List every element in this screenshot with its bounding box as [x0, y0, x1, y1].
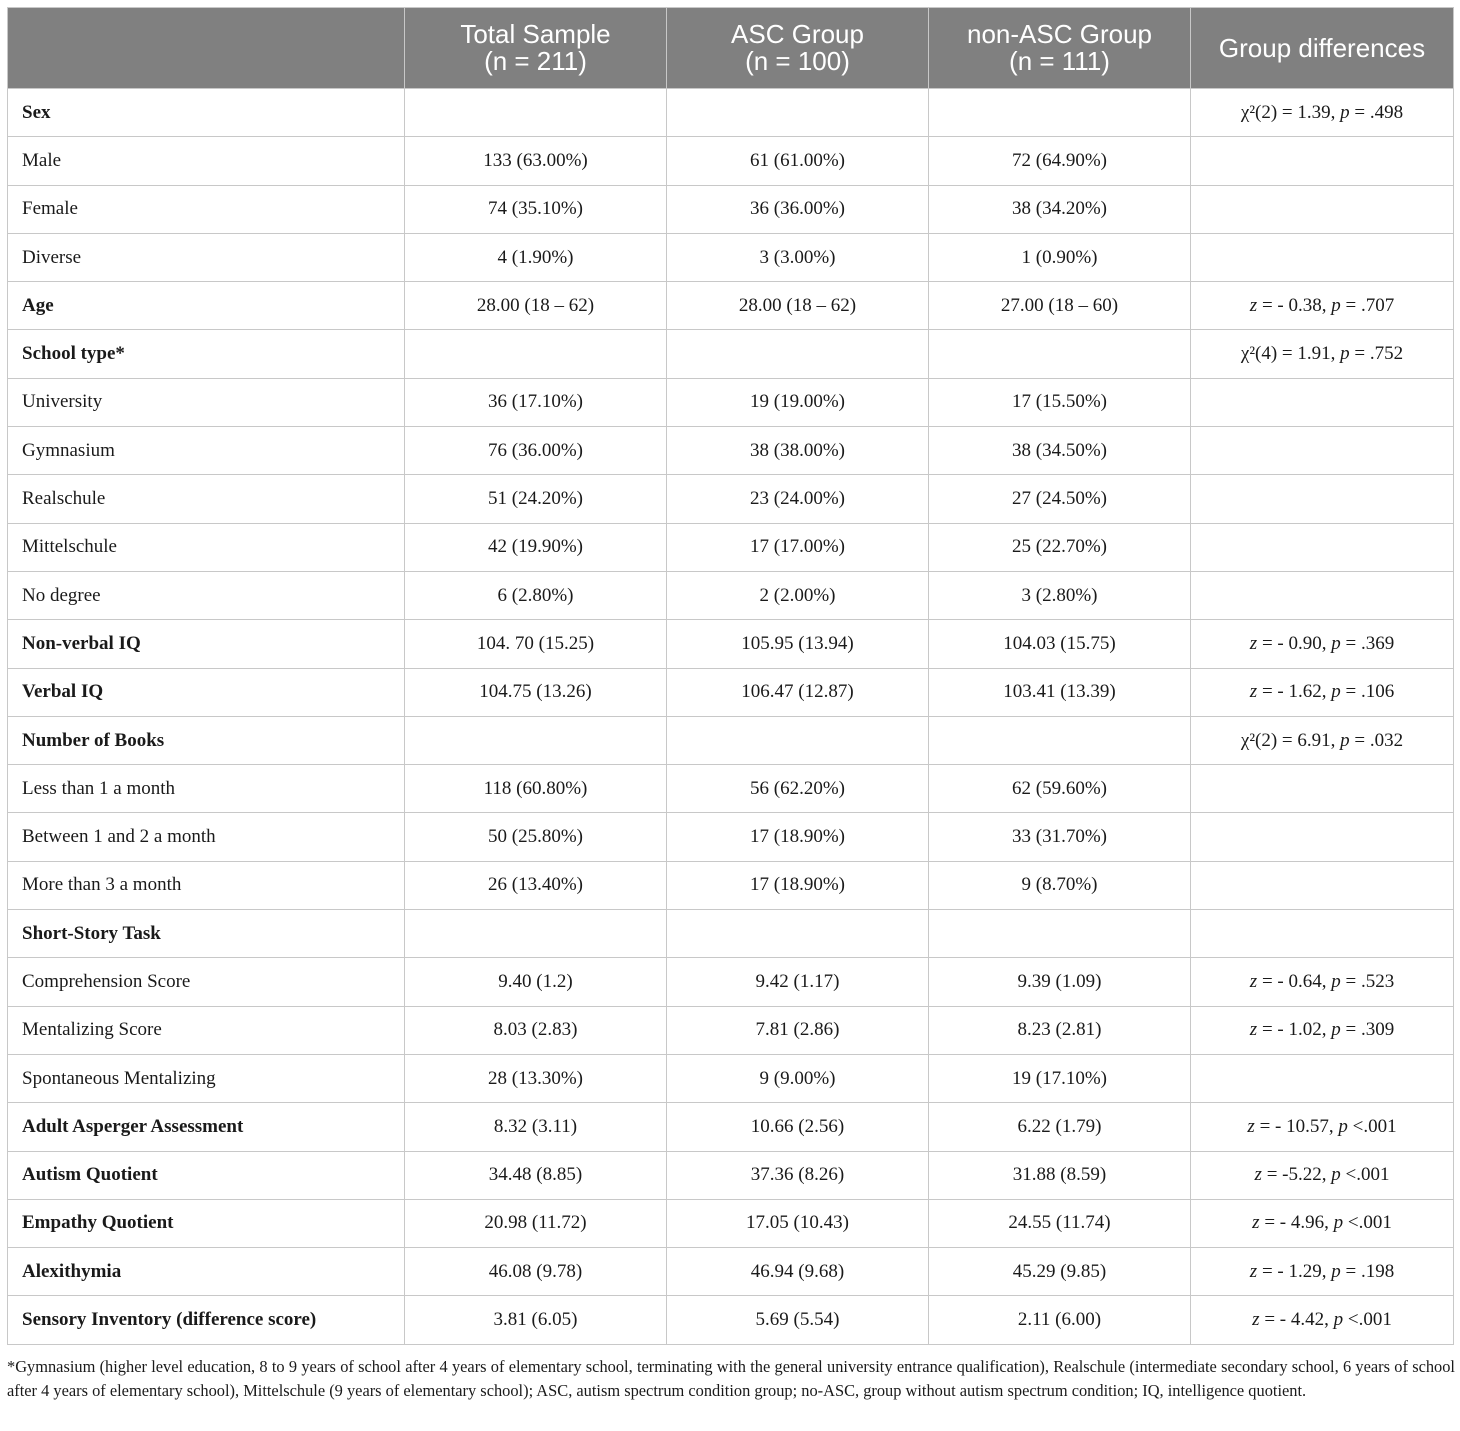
table-body — [8, 89, 1454, 1345]
row-label: Female — [8, 185, 405, 233]
z-symbol: z — [1249, 632, 1258, 654]
table-row — [8, 765, 1454, 813]
p-symbol: p — [1331, 1164, 1341, 1186]
cell-total-sample: 9.40 (1.2) — [405, 958, 667, 1006]
p-symbol: p — [1331, 970, 1341, 992]
p-value: = .309 — [1340, 1019, 1395, 1041]
cell-group-differences — [1191, 1296, 1454, 1344]
cell-total-sample — [405, 330, 667, 378]
table-footnote: *Gymnasium (higher level education, 8 to 9 years of school after 4 years of elementary school, terminating with the general university entrance qualification), Realschule (intermediate secondary school, 6 years of school after 4 years of elementary school), Mittelschule (9 years of elementary school); ASC, autism spectrum condition group; no-ASC, group without autism spectrum condition; IQ, intelligence quotient. — [7, 1357, 1455, 1400]
cell-non-asc-group: 45.29 (9.85) — [929, 1248, 1191, 1296]
cell-asc-group: 38 (38.00%) — [667, 427, 929, 475]
cell-group-differences — [1191, 137, 1454, 185]
cell-non-asc-group: 8.23 (2.81) — [929, 1006, 1191, 1054]
test-statistic: z = - 10.57, — [1247, 1115, 1339, 1137]
p-value: = .369 — [1340, 632, 1395, 654]
cell-asc-group: 105.95 (13.94) — [667, 620, 929, 668]
test-statistic: χ²(2) = 6.91, — [1240, 729, 1341, 751]
header-row — [8, 8, 1454, 89]
table-row — [8, 1054, 1454, 1102]
p-value: = .498 — [1349, 101, 1404, 123]
cell-asc-group: 36 (36.00%) — [667, 185, 929, 233]
cell-asc-group: 3 (3.00%) — [667, 233, 929, 281]
cell-non-asc-group: 3 (2.80%) — [929, 571, 1191, 619]
cell-group-differences — [1191, 765, 1454, 813]
row-label: School type* — [8, 330, 405, 378]
header-n: (n = 111) — [1009, 46, 1110, 76]
header-total-sample — [405, 8, 667, 89]
p-symbol: p — [1340, 101, 1350, 123]
table-row — [8, 475, 1454, 523]
header-group-differences — [1191, 8, 1454, 89]
cell-group-differences — [1191, 1248, 1454, 1296]
cell-total-sample: 118 (60.80%) — [405, 765, 667, 813]
cell-asc-group: 19 (19.00%) — [667, 378, 929, 426]
z-symbol: z — [1252, 1309, 1260, 1331]
row-label: Adult Asperger Assessment — [8, 1103, 405, 1151]
cell-asc-group — [667, 910, 929, 958]
table-row — [8, 523, 1454, 571]
cell-asc-group: 17 (18.90%) — [667, 861, 929, 909]
cell-total-sample: 42 (19.90%) — [405, 523, 667, 571]
cell-non-asc-group — [929, 716, 1191, 764]
row-label: University — [8, 378, 405, 426]
cell-total-sample: 28 (13.30%) — [405, 1054, 667, 1102]
cell-total-sample: 26 (13.40%) — [405, 861, 667, 909]
cell-asc-group: 9.42 (1.17) — [667, 958, 929, 1006]
table-row — [8, 620, 1454, 668]
cell-group-differences — [1191, 475, 1454, 523]
cell-group-differences — [1191, 716, 1454, 764]
table-row — [8, 861, 1454, 909]
test-statistic: z = - 0.64, — [1249, 970, 1332, 992]
header-title: ASC Group — [731, 19, 864, 49]
test-statistic: z = -5.22, — [1254, 1164, 1332, 1186]
row-label: More than 3 a month — [8, 861, 405, 909]
cell-group-differences — [1191, 813, 1454, 861]
p-symbol: p — [1331, 632, 1341, 654]
table-row — [8, 330, 1454, 378]
cell-non-asc-group: 27.00 (18 – 60) — [929, 282, 1191, 330]
cell-asc-group: 2 (2.00%) — [667, 571, 929, 619]
cell-asc-group: 17 (18.90%) — [667, 813, 929, 861]
cell-total-sample: 50 (25.80%) — [405, 813, 667, 861]
cell-non-asc-group: 19 (17.10%) — [929, 1054, 1191, 1102]
table-row — [8, 378, 1454, 426]
cell-non-asc-group: 38 (34.20%) — [929, 185, 1191, 233]
cell-group-differences — [1191, 185, 1454, 233]
cell-asc-group: 5.69 (5.54) — [667, 1296, 929, 1344]
z-symbol: z — [1249, 970, 1258, 992]
z-symbol: z — [1254, 1164, 1262, 1186]
row-label: Between 1 and 2 a month — [8, 813, 405, 861]
cell-total-sample: 74 (35.10%) — [405, 185, 667, 233]
cell-asc-group — [667, 330, 929, 378]
cell-non-asc-group: 27 (24.50%) — [929, 475, 1191, 523]
test-statistic: z = - 1.29, — [1249, 1260, 1332, 1282]
cell-total-sample: 76 (36.00%) — [405, 427, 667, 475]
header-asc-group — [667, 8, 929, 89]
row-label: Diverse — [8, 233, 405, 281]
cell-asc-group: 17.05 (10.43) — [667, 1199, 929, 1247]
cell-asc-group: 7.81 (2.86) — [667, 1006, 929, 1054]
cell-total-sample: 3.81 (6.05) — [405, 1296, 667, 1344]
test-statistic: z = - 4.96, — [1252, 1212, 1334, 1234]
cell-group-differences — [1191, 571, 1454, 619]
test-statistic: χ²(2) = 1.39, — [1240, 101, 1341, 123]
p-symbol: p — [1333, 1309, 1344, 1331]
header-title: Group differences — [1218, 32, 1426, 63]
cell-asc-group: 37.36 (8.26) — [667, 1151, 929, 1199]
table-row — [8, 1103, 1454, 1151]
z-symbol: z — [1252, 1212, 1260, 1234]
p-symbol: p — [1331, 1019, 1341, 1041]
header-corner — [8, 8, 405, 89]
cell-asc-group: 61 (61.00%) — [667, 137, 929, 185]
cell-non-asc-group: 17 (15.50%) — [929, 378, 1191, 426]
row-label: Gymnasium — [8, 427, 405, 475]
p-value: <.001 — [1340, 1164, 1390, 1186]
row-label: Sensory Inventory (difference score) — [8, 1296, 405, 1344]
p-symbol: p — [1331, 294, 1341, 316]
row-label: Short-Story Task — [8, 910, 405, 958]
row-label: No degree — [8, 571, 405, 619]
cell-total-sample: 51 (24.20%) — [405, 475, 667, 523]
cell-asc-group: 9 (9.00%) — [667, 1054, 929, 1102]
table-row — [8, 185, 1454, 233]
cell-non-asc-group: 25 (22.70%) — [929, 523, 1191, 571]
test-statistic: z = - 1.02, — [1249, 1019, 1332, 1041]
cell-non-asc-group — [929, 910, 1191, 958]
cell-group-differences — [1191, 668, 1454, 716]
cell-total-sample: 8.32 (3.11) — [405, 1103, 667, 1151]
cell-asc-group: 10.66 (2.56) — [667, 1103, 929, 1151]
cell-non-asc-group: 24.55 (11.74) — [929, 1199, 1191, 1247]
row-label: Alexithymia — [8, 1248, 405, 1296]
cell-group-differences — [1191, 620, 1454, 668]
cell-group-differences — [1191, 1199, 1454, 1247]
p-value: = .707 — [1340, 294, 1395, 316]
cell-total-sample: 20.98 (11.72) — [405, 1199, 667, 1247]
table-row — [8, 958, 1454, 1006]
cell-total-sample — [405, 716, 667, 764]
table-header — [8, 8, 1454, 89]
cell-total-sample: 36 (17.10%) — [405, 378, 667, 426]
p-value: = .523 — [1340, 970, 1395, 992]
row-label: Less than 1 a month — [8, 765, 405, 813]
cell-total-sample — [405, 910, 667, 958]
table-row — [8, 1248, 1454, 1296]
row-label: Number of Books — [8, 716, 405, 764]
header-title: non-ASC Group — [967, 19, 1152, 49]
row-label: Sex — [8, 89, 405, 137]
row-label: Age — [8, 282, 405, 330]
cell-group-differences — [1191, 89, 1454, 137]
test-statistic: z = - 0.90, — [1249, 632, 1332, 654]
cell-asc-group: 28.00 (18 – 62) — [667, 282, 929, 330]
cell-total-sample: 4 (1.90%) — [405, 233, 667, 281]
row-label: Empathy Quotient — [8, 1199, 405, 1247]
test-statistic: z = - 0.38, — [1249, 294, 1332, 316]
cell-total-sample: 34.48 (8.85) — [405, 1151, 667, 1199]
p-value: <.001 — [1347, 1115, 1397, 1137]
cell-group-differences — [1191, 233, 1454, 281]
cell-non-asc-group — [929, 89, 1191, 137]
row-label: Mentalizing Score — [8, 1006, 405, 1054]
table-row — [8, 427, 1454, 475]
row-label: Comprehension Score — [8, 958, 405, 1006]
cell-non-asc-group: 31.88 (8.59) — [929, 1151, 1191, 1199]
cell-non-asc-group: 9.39 (1.09) — [929, 958, 1191, 1006]
p-symbol: p — [1333, 1212, 1344, 1234]
cell-total-sample: 104.75 (13.26) — [405, 668, 667, 716]
cell-group-differences — [1191, 282, 1454, 330]
z-symbol: z — [1249, 1260, 1258, 1282]
p-symbol: p — [1340, 729, 1350, 751]
cell-non-asc-group: 38 (34.50%) — [929, 427, 1191, 475]
table-row — [8, 716, 1454, 764]
cell-total-sample: 6 (2.80%) — [405, 571, 667, 619]
cell-asc-group — [667, 89, 929, 137]
header-title: Total Sample — [460, 19, 611, 49]
p-symbol: p — [1331, 1260, 1341, 1282]
row-label: Autism Quotient — [8, 1151, 405, 1199]
test-statistic: χ²(4) = 1.91, — [1240, 343, 1341, 365]
table-row — [8, 137, 1454, 185]
cell-non-asc-group: 103.41 (13.39) — [929, 668, 1191, 716]
table-row — [8, 571, 1454, 619]
row-label: Verbal IQ — [8, 668, 405, 716]
cell-group-differences — [1191, 861, 1454, 909]
row-label: Spontaneous Mentalizing — [8, 1054, 405, 1102]
test-statistic: z = - 4.42, — [1252, 1309, 1334, 1331]
table-row — [8, 1296, 1454, 1344]
cell-group-differences — [1191, 427, 1454, 475]
table-row — [8, 813, 1454, 861]
p-value: = .032 — [1349, 729, 1404, 751]
cell-non-asc-group: 72 (64.90%) — [929, 137, 1191, 185]
table-row — [8, 282, 1454, 330]
p-value: <.001 — [1343, 1309, 1392, 1331]
z-symbol: z — [1249, 294, 1258, 316]
cell-group-differences — [1191, 1006, 1454, 1054]
cell-non-asc-group: 62 (59.60%) — [929, 765, 1191, 813]
cell-total-sample — [405, 89, 667, 137]
p-value: = .752 — [1349, 343, 1404, 365]
z-symbol: z — [1249, 1019, 1258, 1041]
cell-asc-group: 46.94 (9.68) — [667, 1248, 929, 1296]
header-n: (n = 100) — [745, 46, 850, 76]
table-row — [8, 89, 1454, 137]
cell-total-sample: 104. 70 (15.25) — [405, 620, 667, 668]
cell-group-differences — [1191, 1103, 1454, 1151]
table-row — [8, 1199, 1454, 1247]
cell-group-differences — [1191, 523, 1454, 571]
cell-asc-group: 17 (17.00%) — [667, 523, 929, 571]
cell-total-sample: 46.08 (9.78) — [405, 1248, 667, 1296]
table-row — [8, 910, 1454, 958]
p-value: = .198 — [1340, 1260, 1395, 1282]
header-non-asc-group — [929, 8, 1191, 89]
cell-non-asc-group: 1 (0.90%) — [929, 233, 1191, 281]
row-label: Realschule — [8, 475, 405, 523]
cell-non-asc-group: 6.22 (1.79) — [929, 1103, 1191, 1151]
header-n: (n = 211) — [484, 46, 587, 76]
z-symbol: z — [1249, 681, 1258, 703]
cell-non-asc-group: 104.03 (15.75) — [929, 620, 1191, 668]
cell-non-asc-group: 2.11 (6.00) — [929, 1296, 1191, 1344]
cell-group-differences — [1191, 958, 1454, 1006]
row-label: Mittelschule — [8, 523, 405, 571]
table-row — [8, 1151, 1454, 1199]
table-row — [8, 1006, 1454, 1054]
row-label: Non-verbal IQ — [8, 620, 405, 668]
cell-total-sample: 8.03 (2.83) — [405, 1006, 667, 1054]
cell-non-asc-group: 9 (8.70%) — [929, 861, 1191, 909]
z-symbol: z — [1247, 1115, 1255, 1137]
cell-non-asc-group: 33 (31.70%) — [929, 813, 1191, 861]
row-label: Male — [8, 137, 405, 185]
p-symbol: p — [1331, 681, 1341, 703]
table-row — [8, 668, 1454, 716]
cell-group-differences — [1191, 910, 1454, 958]
cell-group-differences — [1191, 330, 1454, 378]
cell-asc-group: 56 (62.20%) — [667, 765, 929, 813]
p-value: <.001 — [1343, 1212, 1392, 1234]
p-symbol: p — [1338, 1115, 1348, 1137]
cell-group-differences — [1191, 378, 1454, 426]
cell-group-differences — [1191, 1151, 1454, 1199]
cell-total-sample: 28.00 (18 – 62) — [405, 282, 667, 330]
cell-asc-group: 106.47 (12.87) — [667, 668, 929, 716]
cell-group-differences — [1191, 1054, 1454, 1102]
demographics-table — [7, 7, 1454, 1345]
test-statistic: z = - 1.62, — [1249, 681, 1332, 703]
p-symbol: p — [1340, 343, 1350, 365]
table-row — [8, 233, 1454, 281]
cell-asc-group: 23 (24.00%) — [667, 475, 929, 523]
cell-non-asc-group — [929, 330, 1191, 378]
cell-asc-group — [667, 716, 929, 764]
p-value: = .106 — [1340, 681, 1395, 703]
cell-total-sample: 133 (63.00%) — [405, 137, 667, 185]
